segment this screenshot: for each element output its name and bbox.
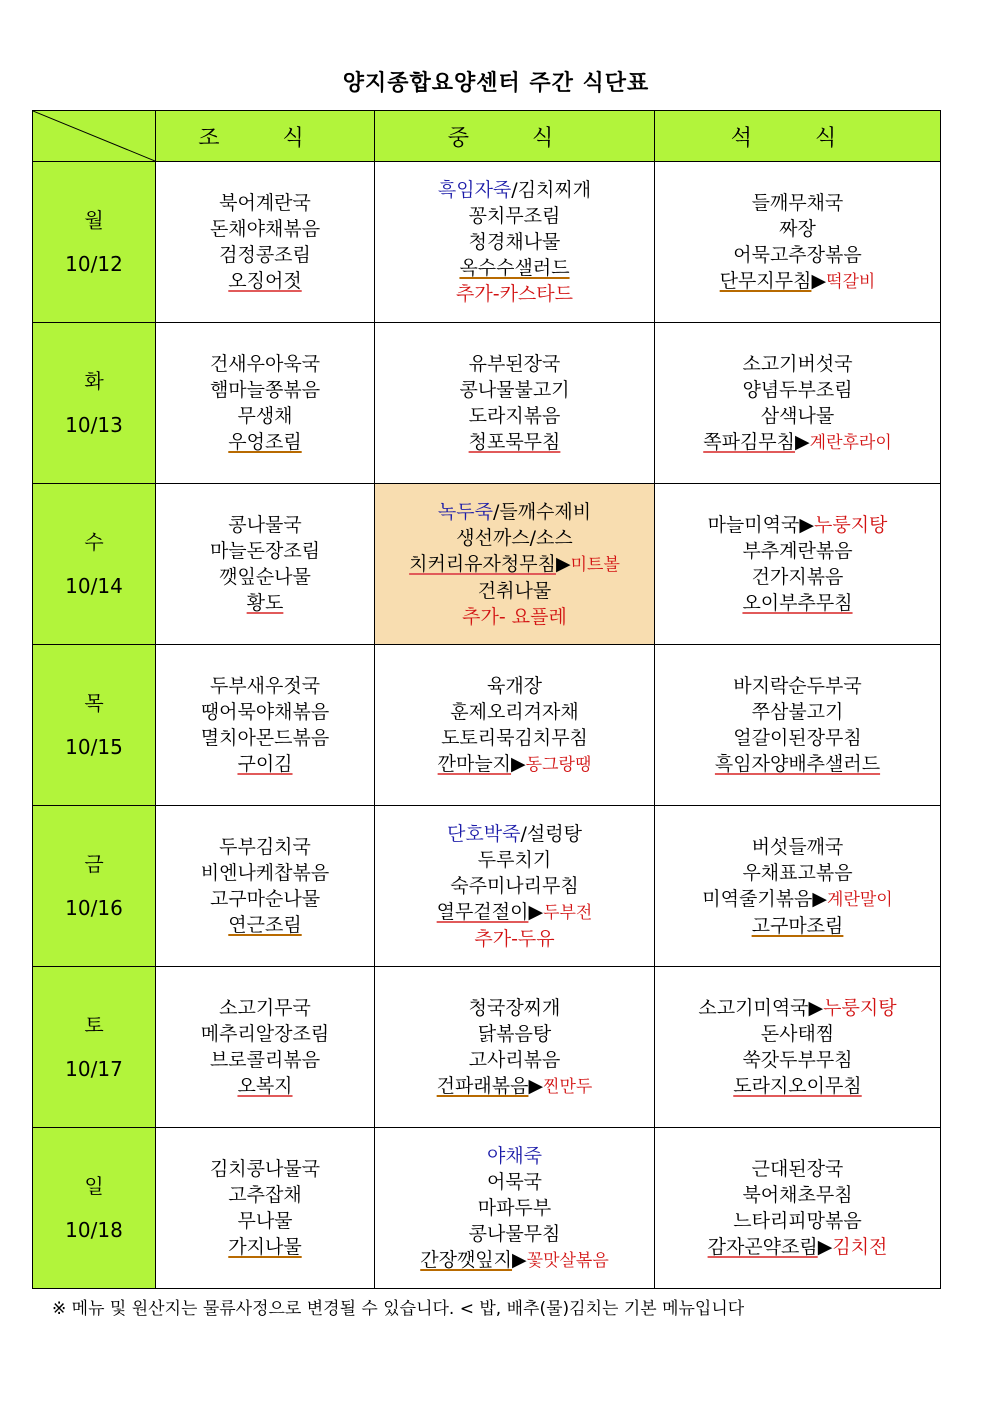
dinner-friday: [655, 806, 941, 967]
menu-item: 가지나물: [228, 1236, 302, 1258]
menu-item: 생선까스/소스: [456, 526, 573, 549]
menu-item: 소고기무국: [219, 997, 311, 1019]
breakfast-friday: [156, 806, 375, 967]
extra-item: 추가- 요플레: [462, 605, 567, 628]
menu-item: 멸치아몬드볶음: [200, 727, 330, 749]
menu-item: 고추잡채: [228, 1184, 302, 1206]
day-name: 수: [84, 530, 104, 554]
menu-item: 건취나물: [477, 579, 552, 602]
menu-item: 들깨무채국: [751, 191, 844, 214]
menu-item: 부추계란볶음: [742, 540, 853, 562]
menu-item: 우엉조림: [228, 431, 302, 453]
menu-item: 청경채나물: [468, 231, 561, 253]
row-sunday: [33, 1128, 941, 1289]
porridge-item: 흑임자죽: [437, 179, 512, 201]
menu-item: 도토리묵김치무침: [441, 726, 588, 749]
menu-item: 옥수수샐러드: [459, 257, 570, 279]
breakfast-thursday: [156, 645, 375, 806]
menu-item: 얼갈이된장무침: [733, 727, 862, 749]
header-dinner: 석 식: [655, 111, 941, 162]
menu-item: 닭볶음탕: [477, 1022, 552, 1045]
menu-item: 마늘미역국: [707, 514, 800, 536]
extra-item: 추가-카스타드: [456, 283, 573, 305]
dinner-tuesday: [655, 323, 941, 484]
menu-item: 땡어묵야채볶음: [200, 701, 330, 723]
menu-item: 두부김치국: [219, 836, 311, 858]
dinner-saturday: [655, 967, 941, 1128]
row-wednesday: [33, 484, 941, 645]
menu-item: 우채표고볶음: [742, 861, 853, 884]
arrow-icon: ▶: [555, 552, 571, 575]
arrow-icon: ▶: [811, 269, 827, 292]
menu-item: 훈제오리겨자채: [450, 700, 579, 723]
menu-item: 쪽파김무침: [703, 430, 796, 453]
menu-item: 바지락순두부국: [733, 675, 862, 697]
menu-item: 근대된장국: [751, 1158, 844, 1180]
menu-item: 두루치기: [477, 848, 552, 871]
lunch-saturday: [375, 967, 655, 1128]
row-friday: [33, 806, 941, 967]
day-name: 토: [84, 1013, 104, 1037]
alt-item: 계란후라이: [809, 432, 892, 453]
menu-item: 황도: [246, 592, 284, 614]
header-row: [33, 111, 941, 162]
day-cell-saturday: [33, 967, 156, 1128]
menu-item: 단무지무침: [719, 269, 812, 292]
menu-item: 삼색나물: [760, 404, 835, 427]
alt-item: 계란말이: [827, 889, 893, 910]
dinner-monday: [655, 162, 941, 323]
day-name: 목: [84, 691, 104, 715]
row-tuesday: [33, 323, 941, 484]
day-date: 10/13: [65, 413, 123, 437]
menu-item: 돈채야채볶음: [209, 218, 321, 240]
menu-item: 청포묵무침: [468, 431, 561, 453]
alt-item: 꽃맛살볶음: [526, 1250, 609, 1271]
row-saturday: [33, 967, 941, 1128]
menu-item: 두부새우젓국: [209, 675, 321, 697]
arrow-icon: ▶: [511, 752, 526, 775]
day-name: 월: [84, 208, 104, 232]
menu-item: 콩나물무침: [468, 1222, 561, 1245]
row-monday: [33, 162, 941, 323]
day-date: 10/15: [65, 735, 123, 759]
alt-item: 미트볼: [570, 554, 620, 575]
menu-item: 마늘돈장조림: [209, 540, 321, 562]
menu-item: 버섯들깨국: [751, 835, 844, 858]
menu-item: 유부된장국: [468, 353, 561, 375]
menu-item: 연근조림: [228, 914, 302, 936]
header-lunch: 중 식: [375, 111, 655, 162]
arrow-icon: ▶: [812, 887, 828, 910]
menu-item: 치커리유자청무침: [409, 552, 556, 575]
lunch-thursday: [375, 645, 655, 806]
menu-item: 느타리피망볶음: [733, 1210, 862, 1232]
menu-item: 김치콩나물국: [209, 1158, 321, 1180]
menu-item: 감자곤약조림: [707, 1236, 818, 1258]
menu-item: /설렁탕: [520, 822, 582, 845]
alt-item: 동그랑땡: [525, 754, 592, 775]
day-cell-friday: [33, 806, 156, 967]
menu-item: 꽁치무조림: [468, 205, 561, 227]
menu-item: 흑임자양배추샐러드: [714, 753, 881, 775]
arrow-icon: ▶: [528, 900, 544, 923]
menu-item: 짜장: [779, 217, 816, 240]
menu-item: 쑥갓두부무침: [742, 1049, 853, 1071]
arrow-icon: ▶: [808, 997, 824, 1019]
lunch-sunday: [375, 1128, 655, 1289]
menu-item: /들깨수제비: [492, 500, 592, 523]
menu-item: 양념두부조림: [742, 378, 853, 401]
day-date: 10/17: [65, 1057, 123, 1081]
menu-item: 도라지볶음: [468, 405, 561, 427]
alt-item: 김치전: [832, 1236, 888, 1258]
header-breakfast: 조 식: [156, 111, 375, 162]
day-cell-sunday: [33, 1128, 156, 1289]
menu-item: 오이부추무침: [742, 592, 853, 614]
menu-item: 미역줄기볶음: [702, 887, 813, 910]
menu-item: 건파래볶음: [436, 1074, 529, 1097]
lunch-wednesday: [375, 484, 655, 645]
menu-item: 구이김: [237, 753, 293, 775]
menu-item: 콩나물국: [228, 514, 302, 536]
alt-item: 떡갈비: [826, 271, 876, 292]
day-date: 10/14: [65, 574, 123, 598]
day-name: 일: [84, 1174, 104, 1198]
menu-item: 고구마순나물: [209, 888, 321, 910]
menu-item: 도라지오이무침: [733, 1075, 862, 1097]
day-cell-monday: [33, 162, 156, 323]
menu-item: 오징어젓: [228, 270, 302, 292]
arrow-icon: ▶: [795, 430, 810, 453]
menu-item: 메추리알장조림: [200, 1023, 330, 1045]
menu-item: 돈사태찜: [760, 1023, 835, 1045]
day-name: 화: [84, 369, 104, 393]
menu-item: 깻잎순나물: [219, 566, 311, 588]
porridge-item: 야채죽: [486, 1144, 543, 1167]
menu-item: 마파두부: [477, 1196, 552, 1219]
menu-item: 비엔나케찹볶음: [200, 862, 330, 884]
menu-item: 검정콩조림: [219, 244, 311, 266]
dinner-thursday: [655, 645, 941, 806]
menu-item: 북어계란국: [219, 192, 311, 214]
alt-item: 찐만두: [543, 1076, 593, 1097]
alt-item: 누룽지탕: [823, 997, 897, 1019]
menu-item: 북어채초무침: [742, 1184, 853, 1206]
menu-item: 간장깻잎지: [420, 1248, 513, 1271]
arrow-icon: ▶: [817, 1236, 833, 1258]
menu-item: 햄마늘쫑볶음: [209, 379, 321, 401]
day-name: 금: [84, 852, 104, 876]
diagonal-line-icon: [33, 111, 155, 161]
alt-item: 두부전: [543, 902, 593, 923]
breakfast-wednesday: [156, 484, 375, 645]
breakfast-saturday: [156, 967, 375, 1128]
menu-item: 무생채: [237, 405, 293, 427]
porridge-item: 단호박죽: [447, 822, 521, 845]
menu-item: 고사리볶음: [468, 1048, 561, 1071]
menu-item: 어묵국: [486, 1170, 543, 1193]
menu-item: 고구마조림: [751, 914, 844, 937]
menu-item: 깐마늘지: [437, 752, 512, 775]
menu-item: 브로콜리볶음: [209, 1049, 321, 1071]
menu-item: 청국장찌개: [468, 996, 561, 1019]
menu-item: 무나물: [237, 1210, 293, 1232]
menu-item: 숙주미나리무침: [450, 874, 579, 897]
menu-item: 건새우아욱국: [209, 353, 321, 375]
day-cell-wednesday: [33, 484, 156, 645]
page-title: 양지종합요양센터 주간 식단표: [342, 71, 650, 96]
dinner-wednesday: [655, 484, 941, 645]
arrow-icon: ▶: [528, 1074, 544, 1097]
porridge-item: 녹두죽: [437, 500, 493, 523]
breakfast-sunday: [156, 1128, 375, 1289]
day-date: 10/12: [65, 252, 123, 276]
breakfast-tuesday: [156, 323, 375, 484]
menu-item: 소고기미역국: [698, 997, 809, 1019]
lunch-monday: [375, 162, 655, 323]
dinner-sunday: [655, 1128, 941, 1289]
lunch-tuesday: [375, 323, 655, 484]
menu-item: 열무겉절이: [436, 900, 529, 923]
menu-item: 육개장: [486, 674, 543, 697]
lunch-friday: [375, 806, 655, 967]
menu-item: 건가지볶음: [751, 566, 844, 588]
extra-item: 추가-두유: [474, 927, 555, 950]
weekly-menu-table: [32, 110, 941, 1289]
arrow-icon: ▶: [799, 514, 814, 536]
day-date: 10/18: [65, 1218, 123, 1242]
menu-item: 어묵고추장볶음: [733, 243, 862, 266]
corner-cell: [33, 111, 156, 162]
menu-item: 소고기버섯국: [742, 352, 853, 375]
row-thursday: [33, 645, 941, 806]
breakfast-monday: [156, 162, 375, 323]
footnote: ※ 메뉴 및 원산지는 물류사정으로 변경될 수 있습니다. < 밥, 배추(물)김치는 기본 메뉴입니다: [52, 1299, 745, 1319]
menu-item: /김치찌개: [511, 179, 592, 201]
menu-item: 오복지: [237, 1075, 293, 1097]
alt-item: 누룽지탕: [813, 514, 888, 536]
arrow-icon: ▶: [512, 1248, 527, 1271]
day-date: 10/16: [65, 896, 123, 920]
menu-item: 쭈삼불고기: [751, 701, 844, 723]
menu-item: 콩나물불고기: [459, 379, 570, 401]
day-cell-tuesday: [33, 323, 156, 484]
day-cell-thursday: [33, 645, 156, 806]
